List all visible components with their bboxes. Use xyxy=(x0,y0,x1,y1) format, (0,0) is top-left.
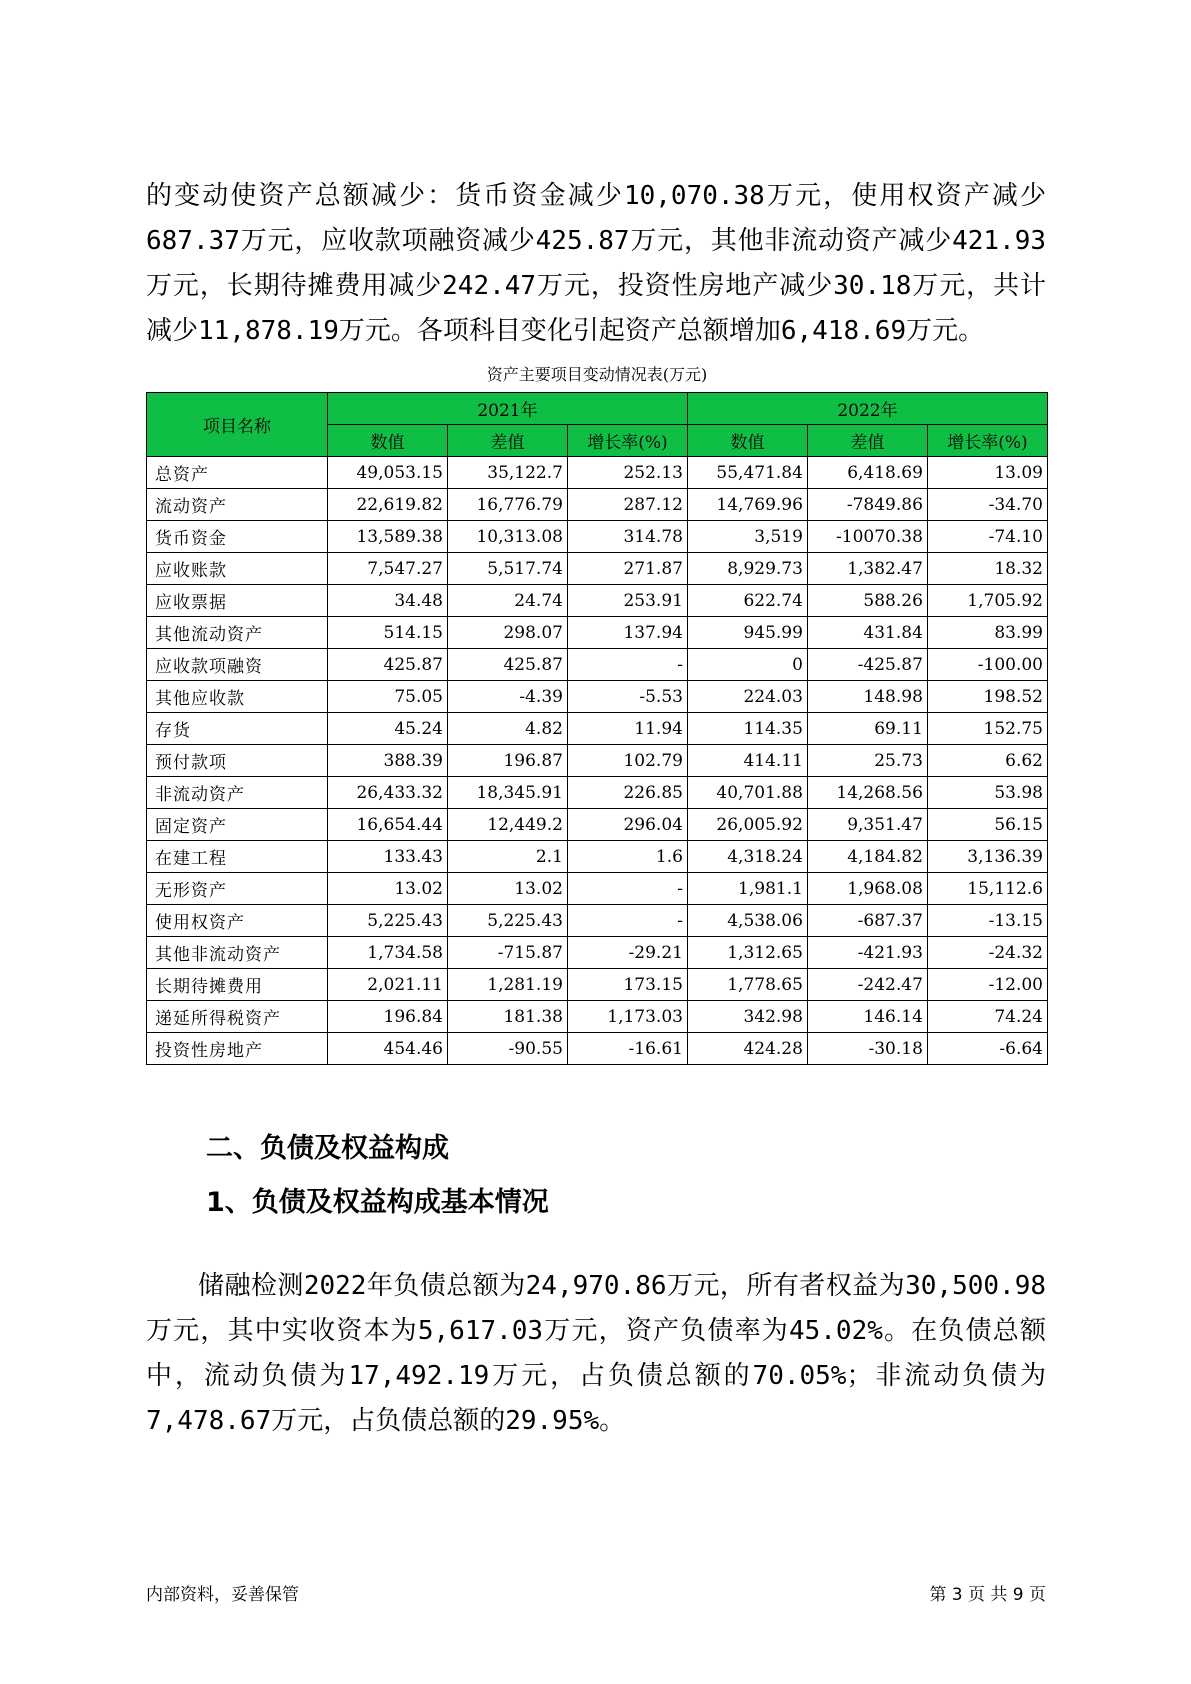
growth-2021-cell: 287.12 xyxy=(567,489,687,521)
diff-2022-cell: 148.98 xyxy=(807,681,927,713)
row-name-cell: 应收账款 xyxy=(147,553,328,585)
growth-2022-cell: 83.99 xyxy=(927,617,1047,649)
table-row xyxy=(147,745,1048,777)
table-header-row xyxy=(147,393,1048,425)
value-2022-cell: 4,318.24 xyxy=(687,841,807,873)
header-growth-2021: 增长率(%) xyxy=(567,425,687,457)
row-name-cell: 流动资产 xyxy=(147,489,328,521)
diff-2022-cell: 14,268.56 xyxy=(807,777,927,809)
diff-2022-cell: -425.87 xyxy=(807,649,927,681)
header-year-2022: 2022年 xyxy=(687,393,1047,425)
table-row xyxy=(147,553,1048,585)
value-2022-cell: 424.28 xyxy=(687,1033,807,1065)
table-row xyxy=(147,841,1048,873)
table-row xyxy=(147,489,1048,521)
row-name-cell: 长期待摊费用 xyxy=(147,969,328,1001)
table-row xyxy=(147,1033,1048,1065)
growth-2021-cell: - xyxy=(567,873,687,905)
table-row xyxy=(147,521,1048,553)
growth-2021-cell: - xyxy=(567,905,687,937)
value-2022-cell: 40,701.88 xyxy=(687,777,807,809)
growth-2021-cell: - xyxy=(567,649,687,681)
diff-2022-cell: -687.37 xyxy=(807,905,927,937)
diff-2022-cell: -7849.86 xyxy=(807,489,927,521)
header-value-2021: 数值 xyxy=(328,425,448,457)
growth-2022-cell: 15,112.6 xyxy=(927,873,1047,905)
row-name-cell: 货币资金 xyxy=(147,521,328,553)
row-name-cell: 其他非流动资产 xyxy=(147,937,328,969)
table-row xyxy=(147,585,1048,617)
growth-2021-cell: 253.91 xyxy=(567,585,687,617)
section-heading: 二、负债及权益构成 xyxy=(206,1133,449,1164)
table-row xyxy=(147,681,1048,713)
diff-2021-cell: 5,517.74 xyxy=(448,553,568,585)
diff-2022-cell: 9,351.47 xyxy=(807,809,927,841)
subsection-heading: 1、负债及权益构成基本情况 xyxy=(206,1187,549,1218)
value-2022-cell: 4,538.06 xyxy=(687,905,807,937)
diff-2021-cell: 5,225.43 xyxy=(448,905,568,937)
growth-2022-cell: -100.00 xyxy=(927,649,1047,681)
table-row xyxy=(147,873,1048,905)
table-row xyxy=(147,905,1048,937)
value-2022-cell: 114.35 xyxy=(687,713,807,745)
value-2022-cell: 0 xyxy=(687,649,807,681)
value-2021-cell: 26,433.32 xyxy=(328,777,448,809)
growth-2022-cell: 56.15 xyxy=(927,809,1047,841)
growth-2022-cell: 74.24 xyxy=(927,1001,1047,1033)
growth-2022-cell: -13.15 xyxy=(927,905,1047,937)
table-row xyxy=(147,969,1048,1001)
value-2021-cell: 49,053.15 xyxy=(328,457,448,489)
growth-2022-cell: 53.98 xyxy=(927,777,1047,809)
row-name-cell: 其他应收款 xyxy=(147,681,328,713)
header-diff-2021: 差值 xyxy=(448,425,568,457)
value-2021-cell: 7,547.27 xyxy=(328,553,448,585)
growth-2021-cell: 137.94 xyxy=(567,617,687,649)
value-2021-cell: 133.43 xyxy=(328,841,448,873)
growth-2021-cell: -5.53 xyxy=(567,681,687,713)
table-body xyxy=(147,457,1048,1065)
diff-2021-cell: 16,776.79 xyxy=(448,489,568,521)
growth-2022-cell: 13.09 xyxy=(927,457,1047,489)
diff-2021-cell: 2.1 xyxy=(448,841,568,873)
diff-2021-cell: 18,345.91 xyxy=(448,777,568,809)
diff-2022-cell: 69.11 xyxy=(807,713,927,745)
diff-2022-cell: 1,382.47 xyxy=(807,553,927,585)
diff-2022-cell: -242.47 xyxy=(807,969,927,1001)
table-row xyxy=(147,649,1048,681)
value-2022-cell: 414.11 xyxy=(687,745,807,777)
diff-2021-cell: -90.55 xyxy=(448,1033,568,1065)
diff-2021-cell: -715.87 xyxy=(448,937,568,969)
asset-change-table xyxy=(146,392,1048,1065)
value-2022-cell: 224.03 xyxy=(687,681,807,713)
table-row xyxy=(147,713,1048,745)
row-name-cell: 使用权资产 xyxy=(147,905,328,937)
diff-2021-cell: 13.02 xyxy=(448,873,568,905)
growth-2021-cell: 296.04 xyxy=(567,809,687,841)
value-2021-cell: 1,734.58 xyxy=(328,937,448,969)
row-name-cell: 应收票据 xyxy=(147,585,328,617)
table-row xyxy=(147,1001,1048,1033)
row-name-cell: 预付款项 xyxy=(147,745,328,777)
diff-2022-cell: -10070.38 xyxy=(807,521,927,553)
growth-2021-cell: 173.15 xyxy=(567,969,687,1001)
value-2021-cell: 13,589.38 xyxy=(328,521,448,553)
growth-2022-cell: -74.10 xyxy=(927,521,1047,553)
growth-2022-cell: -34.70 xyxy=(927,489,1047,521)
diff-2022-cell: -421.93 xyxy=(807,937,927,969)
row-name-cell: 无形资产 xyxy=(147,873,328,905)
value-2021-cell: 34.48 xyxy=(328,585,448,617)
value-2021-cell: 5,225.43 xyxy=(328,905,448,937)
table-row xyxy=(147,617,1048,649)
row-name-cell: 投资性房地产 xyxy=(147,1033,328,1065)
growth-2021-cell: -29.21 xyxy=(567,937,687,969)
diff-2022-cell: 588.26 xyxy=(807,585,927,617)
value-2021-cell: 13.02 xyxy=(328,873,448,905)
value-2022-cell: 3,519 xyxy=(687,521,807,553)
value-2022-cell: 945.99 xyxy=(687,617,807,649)
value-2021-cell: 22,619.82 xyxy=(328,489,448,521)
value-2021-cell: 388.39 xyxy=(328,745,448,777)
table-row xyxy=(147,809,1048,841)
value-2022-cell: 8,929.73 xyxy=(687,553,807,585)
value-2021-cell: 45.24 xyxy=(328,713,448,745)
value-2021-cell: 75.05 xyxy=(328,681,448,713)
growth-2021-cell: 1.6 xyxy=(567,841,687,873)
value-2022-cell: 1,312.65 xyxy=(687,937,807,969)
footer-page-number: 第 3 页 共 9 页 xyxy=(929,1585,1046,1605)
value-2022-cell: 342.98 xyxy=(687,1001,807,1033)
value-2021-cell: 425.87 xyxy=(328,649,448,681)
row-name-cell: 在建工程 xyxy=(147,841,328,873)
growth-2021-cell: -16.61 xyxy=(567,1033,687,1065)
diff-2022-cell: 146.14 xyxy=(807,1001,927,1033)
diff-2022-cell: 6,418.69 xyxy=(807,457,927,489)
diff-2021-cell: 24.74 xyxy=(448,585,568,617)
value-2021-cell: 454.46 xyxy=(328,1033,448,1065)
diff-2022-cell: -30.18 xyxy=(807,1033,927,1065)
diff-2022-cell: 4,184.82 xyxy=(807,841,927,873)
diff-2021-cell: 1,281.19 xyxy=(448,969,568,1001)
header-value-2022: 数值 xyxy=(687,425,807,457)
value-2021-cell: 196.84 xyxy=(328,1001,448,1033)
diff-2022-cell: 1,968.08 xyxy=(807,873,927,905)
row-name-cell: 其他流动资产 xyxy=(147,617,328,649)
growth-2022-cell: 3,136.39 xyxy=(927,841,1047,873)
table-caption: 资产主要项目变动情况表(万元) xyxy=(486,365,708,384)
growth-2022-cell: 198.52 xyxy=(927,681,1047,713)
value-2021-cell: 514.15 xyxy=(328,617,448,649)
diff-2021-cell: 181.38 xyxy=(448,1001,568,1033)
row-name-cell: 递延所得税资产 xyxy=(147,1001,328,1033)
growth-2021-cell: 1,173.03 xyxy=(567,1001,687,1033)
value-2022-cell: 1,778.65 xyxy=(687,969,807,1001)
growth-2022-cell: 1,705.92 xyxy=(927,585,1047,617)
growth-2021-cell: 271.87 xyxy=(567,553,687,585)
intro-paragraph: 的变动使资产总额减少：货币资金减少10,070.38万元，使用权资产减少687.37万元，应收款项融资减少425.87万元，其他非流动资产减少421.93万元，长期待摊费用减少242.47万元，投资性房地产减少30.18万元，共计减少11,878.19万元。各项科目变化引起资产总额增加6,418.69万元。 xyxy=(146,181,1046,346)
row-name-cell: 存货 xyxy=(147,713,328,745)
value-2022-cell: 1,981.1 xyxy=(687,873,807,905)
growth-2021-cell: 11.94 xyxy=(567,713,687,745)
growth-2022-cell: -24.32 xyxy=(927,937,1047,969)
diff-2022-cell: 431.84 xyxy=(807,617,927,649)
table-row xyxy=(147,777,1048,809)
table-row xyxy=(147,457,1048,489)
header-year-2021: 2021年 xyxy=(328,393,688,425)
growth-2022-cell: 18.32 xyxy=(927,553,1047,585)
growth-2022-cell: -6.64 xyxy=(927,1033,1047,1065)
diff-2021-cell: 425.87 xyxy=(448,649,568,681)
diff-2021-cell: 12,449.2 xyxy=(448,809,568,841)
growth-2021-cell: 314.78 xyxy=(567,521,687,553)
growth-2021-cell: 102.79 xyxy=(567,745,687,777)
row-name-cell: 固定资产 xyxy=(147,809,328,841)
diff-2022-cell: 25.73 xyxy=(807,745,927,777)
header-item-name: 项目名称 xyxy=(147,393,328,457)
header-diff-2022: 差值 xyxy=(807,425,927,457)
body-paragraph: 储融检测2022年负债总额为24,970.86万元，所有者权益为30,500.98万元，其中实收资本为5,617.03万元，资产负债率为45.02%。在负债总额中，流动负债为17,492.19万元，占负债总额的70.05%；非流动负债为7,478.67万元，占负债总额的29.95%。 xyxy=(146,1271,1046,1436)
value-2021-cell: 16,654.44 xyxy=(328,809,448,841)
diff-2021-cell: 10,313.08 xyxy=(448,521,568,553)
growth-2021-cell: 252.13 xyxy=(567,457,687,489)
row-name-cell: 非流动资产 xyxy=(147,777,328,809)
value-2022-cell: 622.74 xyxy=(687,585,807,617)
diff-2021-cell: 196.87 xyxy=(448,745,568,777)
table-row xyxy=(147,937,1048,969)
growth-2022-cell: 152.75 xyxy=(927,713,1047,745)
footer-confidential-note: 内部资料，妥善保管 xyxy=(146,1585,299,1605)
diff-2021-cell: 298.07 xyxy=(448,617,568,649)
diff-2021-cell: -4.39 xyxy=(448,681,568,713)
row-name-cell: 总资产 xyxy=(147,457,328,489)
diff-2021-cell: 35,122.7 xyxy=(448,457,568,489)
value-2022-cell: 55,471.84 xyxy=(687,457,807,489)
value-2021-cell: 2,021.11 xyxy=(328,969,448,1001)
value-2022-cell: 26,005.92 xyxy=(687,809,807,841)
diff-2021-cell: 4.82 xyxy=(448,713,568,745)
value-2022-cell: 14,769.96 xyxy=(687,489,807,521)
row-name-cell: 应收款项融资 xyxy=(147,649,328,681)
growth-2022-cell: -12.00 xyxy=(927,969,1047,1001)
growth-2021-cell: 226.85 xyxy=(567,777,687,809)
growth-2022-cell: 6.62 xyxy=(927,745,1047,777)
header-growth-2022: 增长率(%) xyxy=(927,425,1047,457)
